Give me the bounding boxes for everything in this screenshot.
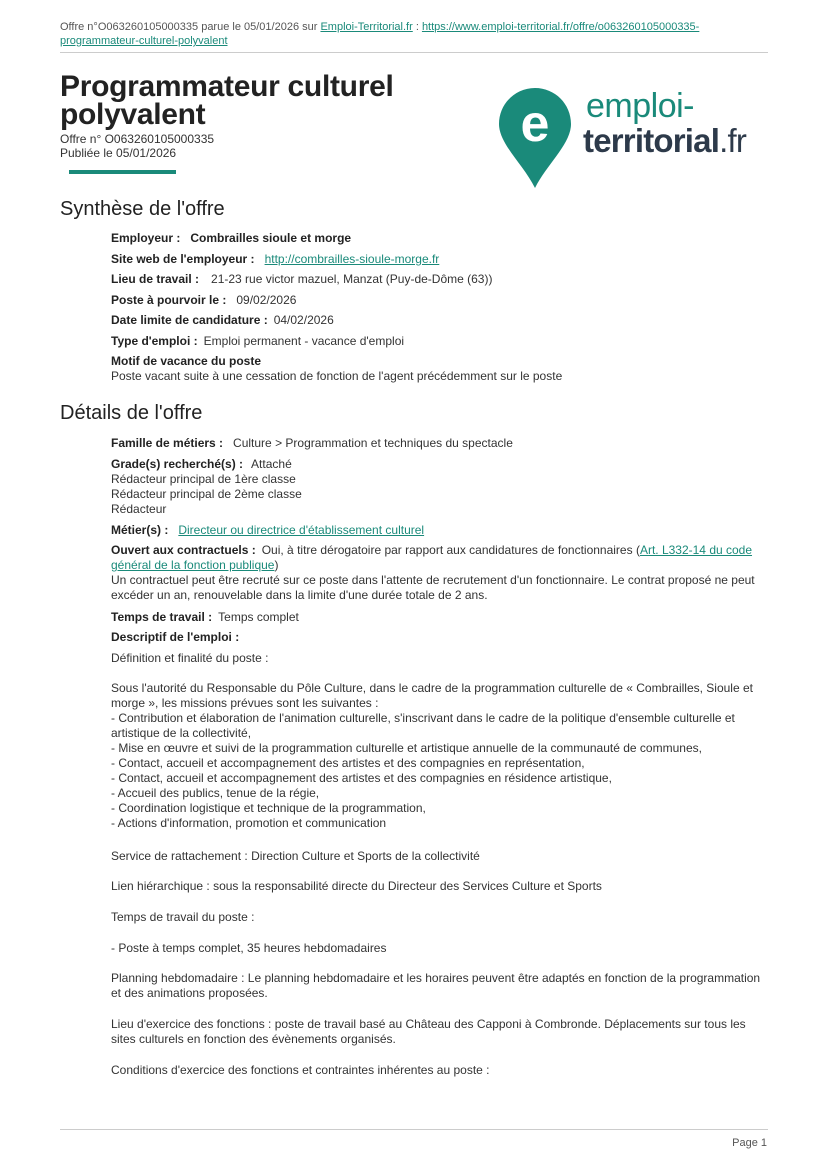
field-temps-travail xyxy=(111,610,771,625)
field-label: Famille de métiers : xyxy=(111,436,224,450)
temps-poste-detail: - Poste à temps complet, 35 heures hebdomadaires xyxy=(111,941,387,955)
field-motif-vacance xyxy=(111,354,771,384)
logo-fr-suffix: .fr xyxy=(719,122,747,159)
field-label: Employeur : xyxy=(111,231,181,245)
emploi-territorial-logo xyxy=(497,86,767,190)
page-number: Page 1 xyxy=(732,1137,767,1149)
service-paragraph: Service de rattachement : Direction Culture et Sports de la collectivité xyxy=(111,849,480,863)
source-separator: : xyxy=(412,21,422,33)
field-value: Combrailles sioule et morge xyxy=(190,231,352,245)
publish-date: Publiée le 05/01/2026 xyxy=(60,146,177,160)
site-link[interactable]: Emploi-Territorial.fr xyxy=(320,21,413,33)
field-lieu-travail xyxy=(111,272,771,287)
metier-link[interactable]: Directeur ou directrice d'établissement culturel xyxy=(178,523,425,537)
map-pin-icon xyxy=(497,86,573,190)
field-poste-pourvoir xyxy=(111,293,771,308)
mission-item: - Contact, accueil et accompagnement des artistes et des compagnies en représentation, xyxy=(111,756,585,770)
field-label: Temps de travail : xyxy=(111,610,213,624)
field-label: Lieu de travail : xyxy=(111,272,200,286)
contract-note: Un contractuel peut être recruté sur ce poste dans l'attente de recrutement d'un fonctionnaire. Le contrat proposé ne peut excéder un an, renouvelable dans la limite d'une durée totale de 2 ans. xyxy=(111,573,755,602)
field-label: Date limite de candidature : xyxy=(111,313,268,327)
field-label: Métier(s) : xyxy=(111,523,169,537)
field-contractuels xyxy=(111,543,771,603)
section-title-details: Détails de l'offre xyxy=(60,402,203,424)
field-metiers xyxy=(111,523,771,538)
field-type-emploi xyxy=(111,334,771,349)
logo-territorial-word: territorial xyxy=(583,122,720,159)
field-value: Culture > Programmation et techniques du spectacle xyxy=(233,436,513,450)
section-title-synthese: Synthèse de l'offre xyxy=(60,198,225,220)
field-label: Descriptif de l'emploi : xyxy=(111,630,240,644)
grade-item: Rédacteur xyxy=(111,502,167,516)
paren-close: ) xyxy=(274,558,279,572)
field-label: Poste à pourvoir le : xyxy=(111,293,227,307)
field-grades xyxy=(111,457,771,517)
mission-item: - Mise en œuvre et suivi de la programmation culturelle et artistique annuelle de la communauté de communes, xyxy=(111,741,702,755)
logo-text-territorial xyxy=(583,123,746,159)
mission-item: - Contact, accueil et accompagnement des artistes et des compagnies en résidence artistique, xyxy=(111,771,612,785)
field-site-web xyxy=(111,252,771,267)
legal-article-link[interactable]: Art. L332-14 du code général de la fonction publique xyxy=(111,543,753,572)
mission-item: - Actions d'information, promotion et communication xyxy=(111,816,387,830)
temps-poste-heading: Temps de travail du poste : xyxy=(111,910,255,924)
footer-divider xyxy=(60,1129,768,1130)
grade-item: Rédacteur principal de 1ère classe xyxy=(111,472,296,486)
field-famille-metiers xyxy=(111,436,771,451)
conditions-heading: Conditions d'exercice des fonctions et contraintes inhérentes au poste : xyxy=(111,1063,490,1077)
source-header xyxy=(60,20,768,48)
definition-heading: Définition et finalité du poste : xyxy=(111,651,269,665)
field-value: 09/02/2026 xyxy=(236,293,297,307)
field-value: 21-23 rue victor mazuel, Manzat (Puy-de-Dôme (63)) xyxy=(211,272,493,286)
field-date-limite xyxy=(111,313,771,328)
header-divider xyxy=(60,52,768,53)
field-label: Motif de vacance du poste xyxy=(111,354,262,368)
grade-item: Attaché xyxy=(251,457,292,471)
logo-text-emploi: emploi- xyxy=(586,87,694,125)
field-value: Poste vacant suite à une cessation de fonction de l'agent précédemment sur le poste xyxy=(111,369,563,383)
field-label: Type d'emploi : xyxy=(111,334,198,348)
field-employeur xyxy=(111,231,771,246)
source-prefix: Offre n°O063260105000335 parue le 05/01/2026 sur xyxy=(60,21,321,33)
lien-paragraph: Lien hiérarchique : sous la responsabilité directe du Directeur des Services Culture et Sports xyxy=(111,879,602,893)
page-title: Programmateur culturel polyvalent xyxy=(60,70,394,131)
lieu-exercice-paragraph: Lieu d'exercice des fonctions : poste de travail basé au Château des Capponi à Combronde. Déplacements sur tous les sites culturels en fonction des évènements organisés. xyxy=(111,1017,746,1046)
missions-list xyxy=(111,711,771,831)
employer-website-link[interactable]: http://combrailles-sioule-morge.fr xyxy=(264,252,440,266)
field-value: 04/02/2026 xyxy=(273,313,334,327)
grade-item: Rédacteur principal de 2ème classe xyxy=(111,487,302,501)
mission-item: - Accueil des publics, tenue de la régie, xyxy=(111,786,320,800)
mission-item: - Coordination logistique et technique de la programmation, xyxy=(111,801,426,815)
intro-paragraph: Sous l'autorité du Responsable du Pôle Culture, dans le cadre de la programmation culturelle de « Combrailles, Sioule et morge », les missions prévues sont les suivantes : xyxy=(111,681,753,710)
field-label: Ouvert aux contractuels : xyxy=(111,543,256,557)
field-value: Emploi permanent - vacance d'emploi xyxy=(203,334,405,348)
field-label: Site web de l'employeur : xyxy=(111,252,255,266)
offer-url-link[interactable]: https://www.emploi-territorial.fr/offre/o063260105000335-programmateur-culturel-polyvalent xyxy=(60,21,700,47)
field-value: Oui, à titre dérogatoire par rapport aux candidatures de fonctionnaires ( xyxy=(261,543,640,557)
offer-number: Offre n° O063260105000335 xyxy=(60,132,215,146)
svg-text:e: e xyxy=(520,95,550,153)
planning-paragraph: Planning hebdomadaire : Le planning hebdomadaire et les horaires peuvent être adaptés en fonction de la programmation et des animations proposées. xyxy=(111,971,761,1000)
field-descriptif xyxy=(111,630,771,645)
title-accent-bar xyxy=(69,170,176,174)
mission-item: - Contribution et élaboration de l'animation culturelle, s'inscrivant dans le cadre de la politique d'ensemble culturelle et artistique de la collectivité, xyxy=(111,711,735,740)
field-label: Grade(s) recherché(s) : xyxy=(111,457,244,471)
field-value: Temps complet xyxy=(218,610,299,624)
